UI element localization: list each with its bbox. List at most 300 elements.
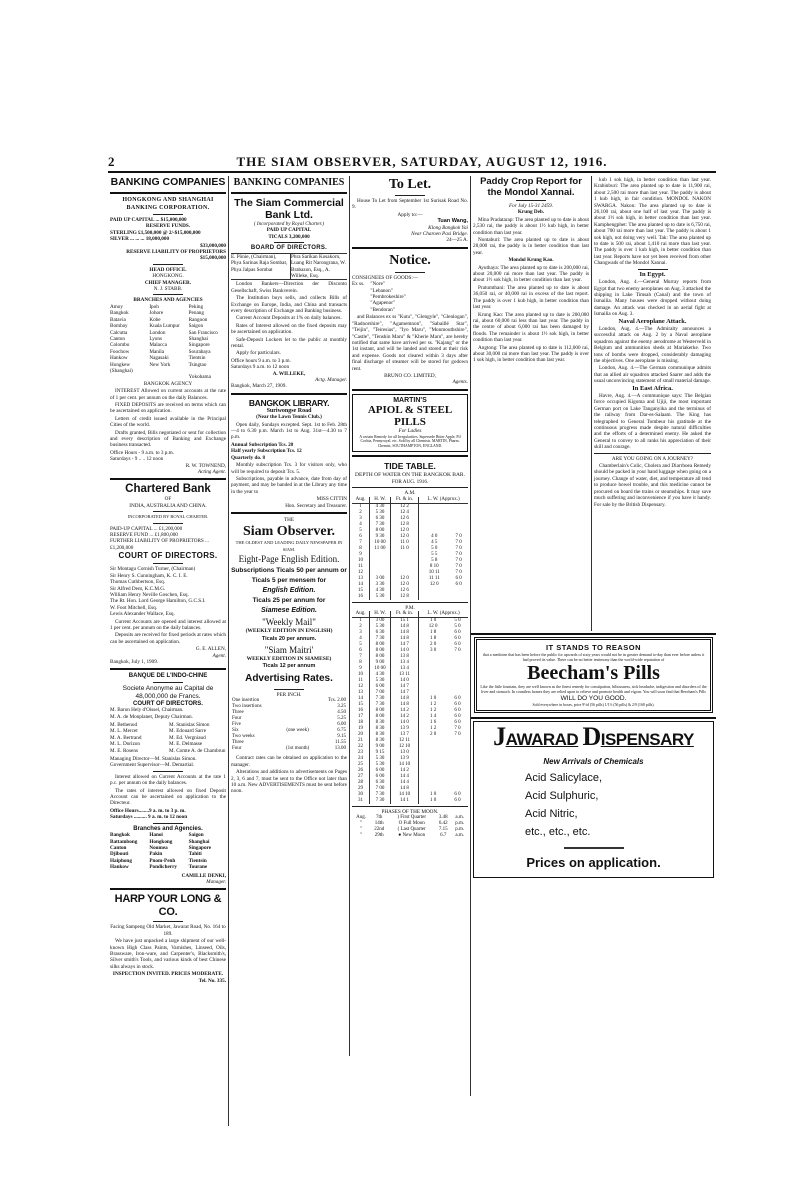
advertising-title: Advertising Rates. bbox=[245, 672, 333, 684]
branch: Noumea bbox=[149, 844, 168, 851]
director: M. E. Rosens bbox=[110, 747, 138, 754]
scb-apply: Apply for particulars. bbox=[236, 350, 281, 357]
martins-maker: MARTIN'S bbox=[393, 396, 427, 404]
paddy-title: Paddy Crop Report for the Mondol Xannai. bbox=[480, 176, 582, 198]
branch: Nagasaki bbox=[149, 355, 169, 362]
chartered-bank-name: Chartered Bank bbox=[125, 483, 211, 496]
paddy-p1: Mina Pradatarap: The area planted up to date is about 2,530 rai, the paddy is about 1½ kub high, in better condition than last year. bbox=[473, 216, 589, 236]
hsbc-interest: INTEREST Allowed on current accounts at the rate of 1 per cent. per annum on the daily Balances. bbox=[110, 388, 226, 401]
observer-weekly-mail-price: Ticals 20 per annum. bbox=[261, 635, 317, 642]
table-row: Three 11.55 bbox=[232, 740, 346, 746]
library-hours: Open daily, Sundays excepted. Sept. 1st to Feb. 28th—4 to 6.30 p.m. March 1st to Aug. 31st—4.30 to 7 p.m. bbox=[231, 421, 347, 441]
library-secretary-name: MISS CITTIN bbox=[316, 496, 347, 503]
branch: Hankow bbox=[110, 864, 129, 871]
ship: "Bendoran" bbox=[370, 306, 395, 313]
table-row: 13 7 00 14 7 bbox=[352, 690, 468, 696]
table-row: 28 6 30 14 4 bbox=[352, 780, 468, 786]
branch: Canton bbox=[110, 844, 127, 851]
indochine-interest: Interest allowed on Current Accounts at the rate 1 p.c. per annum on the daily balances. bbox=[110, 773, 226, 787]
martins-ad bbox=[352, 394, 468, 453]
table-row: 14 3 30 12 0 12 0 6 0 bbox=[358, 581, 462, 587]
observer-maitri-note: WEEKLY EDITION IN SIAMESE) bbox=[246, 655, 332, 662]
branch: Pondicherry bbox=[149, 864, 177, 871]
branch: Canton bbox=[110, 335, 125, 342]
table-row: Four 5.25 bbox=[232, 716, 346, 722]
hsbc-office-hours: Office Hours - 9 a.m. to 3 p.m. bbox=[110, 449, 175, 456]
section-heading: BANKING COMPANIES bbox=[233, 177, 345, 188]
table-row: 4 7 30 12 8 bbox=[352, 522, 468, 528]
tolet-addr1: Klong Bangkok Yai bbox=[428, 224, 468, 231]
branch: London bbox=[149, 329, 166, 336]
table-row: 8 9 00 13 4 bbox=[352, 660, 468, 666]
tolet-apply: Apply to:— bbox=[397, 211, 423, 218]
notice-ex: Ex ss. bbox=[352, 281, 365, 288]
table-row: 3 6 30 12 6 bbox=[352, 516, 468, 522]
branch: Amoy bbox=[110, 303, 123, 310]
tide-subtitle: DEPTH OF WATER ON THE BANGKOK BAR. bbox=[355, 472, 465, 479]
table-row: 1 4 30 12 2 bbox=[352, 503, 468, 510]
director: Sir Henry S. Cunningham, K. C. I. E. bbox=[110, 572, 188, 579]
naval-body2: London, Aug. 4.—The German communique admits that an allied air squadron attacked Saarer and adds the usual unconvincing statement of small material damage. bbox=[594, 365, 711, 385]
table-row: 1 3 00 15 1 1 0 5 0 bbox=[359, 617, 461, 623]
advertising-contract: Contract rates can be obtained on application to the manager. bbox=[231, 755, 347, 768]
column-5 bbox=[592, 176, 713, 631]
paddy-sub1: Krung Deb. bbox=[517, 209, 545, 216]
naval-body: London, Aug. 4.—The Admiralty announces a successful attack on Aug. 2 by a Naval aeroplane squadron against the enemy aerodrome at Westerveld in Belgium and ammunition sheds at Mariakerke. Two tons of bombs were dropped, considerably damaging the objectives. One aeroplane is missing. bbox=[594, 325, 711, 364]
harp-inspection: INSPECTION INVITED. PRICES MODERATE. bbox=[112, 971, 224, 978]
director: Lewis Alexander Wallace, Esq. bbox=[110, 611, 175, 618]
tide-am-label: A.M. bbox=[404, 490, 416, 497]
branch: Kuala Lumpur bbox=[149, 323, 180, 330]
chartered-directors bbox=[110, 566, 226, 617]
paddy-p5: Krung Kao: The area planted up to date is 200,000 rai, about 60,000 rai less than last year. The paddy in the centre of about 6,000 rai has been damaged by floods. The remainder is about 1½ sok high, in better condition than last year. bbox=[473, 311, 589, 344]
tide-title: TIDE TABLE. bbox=[384, 461, 436, 472]
tolet-body: House To Let from September 1st Surisak Road No. 9. bbox=[352, 198, 468, 211]
table-row: 18 8 30 14 0 1 6 6 0 bbox=[358, 719, 461, 725]
page-number: 2 bbox=[108, 154, 115, 169]
chief-manager-label: CHIEF MANAGER. bbox=[144, 279, 192, 286]
table-row: 9 5 5 7 0 bbox=[359, 551, 462, 557]
chartered-liability: FURTHER LIABILITY OF PROPRIETORS ... £1,200,000 bbox=[110, 538, 209, 551]
branch: Battambong bbox=[110, 838, 138, 845]
branch: Saigon bbox=[188, 832, 204, 839]
director: M. L. Dorizon bbox=[110, 741, 140, 748]
chartered-paid-up: PAID-UP CAPITAL ... £1,200,000 bbox=[110, 525, 183, 532]
branch: Colombo bbox=[110, 342, 130, 349]
table-row: 2 5 30 12 4 bbox=[352, 510, 468, 516]
tolet-name: Tuan Wang, bbox=[437, 218, 468, 225]
branch: Johore bbox=[149, 310, 164, 317]
moon-phases-title: PHASES OF THE MOON. bbox=[381, 808, 439, 815]
table-row: 2 5 30 14 8 12 0 5 0 bbox=[359, 623, 461, 629]
hsbc-silver: SILVER ... ... ... 18,000,000 bbox=[110, 236, 170, 243]
jawarad-item: Acid Salicylace, bbox=[525, 772, 603, 784]
branch: Singapore bbox=[188, 342, 210, 349]
moon-phase-row: " 29th ● New Moon 6.7 a.m. bbox=[360, 833, 464, 839]
observer-name: Siam Observer. bbox=[242, 524, 336, 540]
library-annual: Annual Subscription Tcs. 20 bbox=[231, 441, 294, 448]
library-quarterly: Quarterly do. 8 bbox=[231, 454, 266, 461]
table-row: Two insertions 3.25 bbox=[232, 704, 346, 710]
director: M. Bethenod bbox=[110, 722, 138, 728]
director: M. Ed. Vergniaud bbox=[169, 734, 206, 741]
table-row: 14 7 30 14 8 1 0 6 0 bbox=[358, 695, 461, 701]
library-half: Half yearly Subscription Tcs. 12 bbox=[231, 448, 302, 455]
branch: Ipoh bbox=[149, 303, 159, 310]
branch: Shanghai bbox=[188, 838, 210, 845]
branch: Tahiti bbox=[188, 851, 202, 858]
table-row: 6 9 30 12 0 4 0 7 0 bbox=[359, 533, 462, 539]
indochine-name: BANQUE DE L'INDO-CHINE bbox=[128, 673, 208, 680]
indochine-savings: The rates of interest allowed on fixed Deposit Account can be ascertained on application to the Directeur. bbox=[110, 787, 226, 807]
hsbc-drafts: Drafts granted, Bills negotiated or sent for collection and every description of Banking and Exchange business transacted. bbox=[110, 429, 226, 449]
branch: Shanghai bbox=[188, 335, 208, 342]
notice-ships bbox=[352, 281, 468, 313]
east-africa-body: Havre, Aug. 4.—A communique says: The Belgian force occupied Kigoma and Ujiji, the most important German port on Lake Tanganyika and the terminus of the railway from Dar-es-Salaam. The King has telegraphed to General Tombeur his gratitude at the continuous progress made despite natural difficulties and the efforts of a determined enemy. He asked the General to convey to all ranks his appreciation of their skill and courage. bbox=[594, 393, 711, 451]
martins-product: APIOL & STEEL PILLS bbox=[367, 404, 453, 429]
table-row: Two weeks 9.15 bbox=[232, 734, 346, 740]
table-row: 5 8 00 14 7 2 0 6 0 bbox=[359, 641, 461, 647]
harp-address: Facing Sampeng Old Market, Jawarat Road, No. 164 to 189. bbox=[110, 924, 226, 937]
paddy-p3: Ayuthaya: The area planted up to date is 200,000 rai, about 20,000 rai more than last year. The paddy is about 1½ sok high, in better condition than last year. bbox=[473, 264, 589, 284]
column-4 bbox=[471, 176, 592, 631]
indochine-supervisor: Government Supervisor—M. Demartial. bbox=[110, 762, 195, 769]
naval-title: Naval Aeroplane Attack. bbox=[618, 317, 687, 325]
director: Sir Montagu Cornish Turner, (Chairman) bbox=[110, 566, 196, 573]
egypt-body: London, Aug. 4.—General Murray reports from Egypt that two enemy aeroplanes on Aug. 3 attacked the shipping in Lake Timsah (Canal) and the town of Ismailia. Many houses were dropped without doing damage. An attack was checked in an aerial fight at Ismailia on Aug. 3. bbox=[594, 279, 711, 318]
scb-current: Current Account Deposits at 1% on daily balances. bbox=[236, 315, 342, 322]
martins-small-print: A certain Remedy for all Irregularities. Supersede Bitter Apple, Pil Cochia, Pennyroyal, etc. Sold by all Chemists. MARTIN, Pharm. Chemist, SOUTHAMPTON, ENGLAND. bbox=[359, 434, 461, 448]
branch: San Francisco bbox=[188, 329, 218, 336]
harp-tel: Tel. No. 335. bbox=[198, 977, 226, 984]
library-note: (Near the Lawn Tennis Club.) bbox=[256, 414, 322, 421]
observer-subscriptions: Subscriptions Ticals 50 per annum or Ticals 5 per mensem for bbox=[231, 567, 347, 585]
harp-name: HARP YOUR LONG & CO. bbox=[114, 893, 222, 919]
newspaper-title: THE SIAM OBSERVER, SATURDAY, AUGUST 12, 1916. bbox=[236, 154, 608, 169]
table-row: 12 10 11 7 0 bbox=[358, 569, 462, 575]
jawarad-item: etc., etc., etc. bbox=[525, 826, 591, 838]
director: W. Foot Mitchell, Esq. bbox=[110, 604, 158, 611]
director: M. E. Delmasse bbox=[169, 741, 203, 748]
ship: "Nore" bbox=[370, 281, 386, 288]
scb-manager-title: Actg. Manager. bbox=[315, 377, 347, 384]
director: The Rt. Hon. Lord George Hamilton, G.C.S.I. bbox=[110, 598, 206, 605]
branch: Pnom-Penh bbox=[149, 857, 176, 864]
branch: Hongkew (Shanghai) bbox=[110, 361, 133, 374]
scb-manager-name: A. WILLEKE, bbox=[272, 370, 306, 377]
scb-date: Bangkok, March 27, 1909. bbox=[231, 383, 287, 390]
table-row: 4 7 30 14 8 1 8 6 0 bbox=[359, 635, 461, 641]
beecham-brand: Beecham's Pills bbox=[527, 662, 660, 684]
table-row: Three 4.50 bbox=[232, 710, 346, 716]
table-row: 11 8 10 7 0 bbox=[358, 563, 462, 569]
table-row: 25 5 30 14 10 bbox=[352, 762, 468, 768]
table-row: 7 10 00 11 0 4 5 7 0 bbox=[359, 539, 462, 545]
board-right: Phra Sarikan Kosakorn, Luang Rit Narongrana, W. Brabazon, Esq., A. Willeke, Esq. bbox=[291, 253, 346, 279]
table-row: 29 7 00 14 8 bbox=[352, 786, 468, 792]
moon-phases-table bbox=[352, 815, 468, 839]
table-row: 7 8 00 13 8 bbox=[352, 654, 468, 660]
branch: Tientsin bbox=[188, 355, 206, 362]
scb-institution: The Institution buys sells, and collects Bills of Exchange on Europe, India, and China and transacts every description of Exchange and Banking business. bbox=[231, 295, 347, 314]
paddy-p4: Pratumthani: The area planted up to date is about 36,050 rai, or 40,000 rai in excess of the last report. The paddy is over 1 kub high, in better condition than last year. bbox=[473, 284, 589, 311]
indochine-saturdays: Saturdays .......... 9 a. m. to 12 noon bbox=[110, 814, 188, 821]
table-row: 24 5 30 13 9 bbox=[352, 756, 468, 762]
director: Thomas Cuthbertson, Esq. bbox=[110, 579, 166, 586]
martins-tag: For Ladies bbox=[398, 428, 422, 435]
newspaper-page bbox=[108, 152, 716, 1126]
table-row: Five 6.00 bbox=[232, 722, 346, 728]
indochine-manager-name: CAMILLE DENKI, bbox=[181, 872, 226, 879]
jawarad-name: JAWARAD DISPENSARY bbox=[493, 722, 694, 751]
scb-saturdays: Saturdays 9 a.m. to 12 noon bbox=[231, 364, 290, 371]
table-row: 6 8 00 14 0 3 0 7 0 bbox=[359, 647, 461, 653]
notice-signer: BRUNO CO. LIMITED, bbox=[384, 372, 436, 379]
beecham-sold: Sold everywhere in boxes, price 9½d (56 pills) 1/1½ (56 pills) & 2/9 (168 pills). bbox=[532, 703, 655, 707]
observer-maitri: "Siam Maitri' bbox=[264, 644, 314, 655]
table-row: 20 8 30 13 7 2 0 7 0 bbox=[358, 731, 461, 737]
table-row: 23 9 15 13 0 bbox=[352, 750, 468, 756]
indochine-manager-title: Manager. bbox=[206, 878, 226, 885]
beecham-headline: IT STANDS TO REASON bbox=[545, 643, 642, 652]
branch: Manila bbox=[149, 348, 165, 355]
chartered-current: Current Accounts are opened and interest allowed at 1 per cent. per annum on the daily balances. bbox=[110, 618, 226, 631]
table-row: 27 6 00 14 4 bbox=[352, 774, 468, 780]
hsbc-fixed-deposits: FIXED DEPOSITS are received on terms which can be ascertained on application. bbox=[110, 401, 226, 415]
observer-tagline: THE OLDEST AND LEADING DAILY NEWSPAPER IN SIAM. bbox=[235, 540, 343, 552]
column-3 bbox=[350, 176, 471, 1096]
branch: Bombay bbox=[110, 323, 128, 330]
chartered-region: INDIA, AUSTRALIA AND CHINA. bbox=[129, 502, 207, 509]
branch: Sourabaya bbox=[188, 348, 211, 355]
indochine-deputy: M. A. de Monplanet, Deputy Chairman. bbox=[110, 713, 193, 720]
director: M. Comte A. de Chambrun bbox=[169, 747, 226, 754]
harp-body: We have just unpacked a large shipment of our well-known High Class Paints, Varnishes, Linseed, Oils, Brassware, Iron-ware, and Carpenter's, Blacksmith's, Silver smith's Tools, and various kinds of best Chinese silks always in stock. bbox=[110, 938, 226, 970]
branch: Foochow bbox=[110, 348, 130, 355]
branch: Penang bbox=[188, 310, 204, 317]
branch: Hongkong bbox=[149, 838, 173, 845]
hsbc-total: $33,000,000 bbox=[200, 242, 226, 249]
table-row: 26 6 00 14 2 bbox=[352, 768, 468, 774]
table-row: 16 8 00 14 2 1 2 6 0 bbox=[358, 707, 461, 713]
observer-edition: Eight-Page English Edition. bbox=[238, 554, 340, 565]
branches-title: BRANCHES AND AGENCIES bbox=[133, 297, 203, 304]
scb-incorporated: ( Incorporated by Royal Charter.) bbox=[253, 221, 325, 227]
hsbc-reserve-liability: RESERVE LIABILITY OF PROPRIETORS $15,000,000 bbox=[126, 249, 226, 262]
indochine-directors bbox=[110, 722, 226, 754]
branch: Tientsin bbox=[188, 857, 207, 864]
moon-phase-row: " 14th O Full Moon 6.42 p.m. bbox=[360, 821, 465, 827]
library-payable: Subscriptions, payable in advance, date from day of payment, and may be handed in at the Library any time in the year to bbox=[231, 475, 347, 495]
moon-phase-row: Aug. 7th ) First Quarter 3.48 a.m. bbox=[356, 815, 464, 821]
table-row: Four (1st month) 13.00 bbox=[232, 746, 346, 752]
table-row: 15 4 30 12 6 bbox=[352, 588, 468, 594]
branch: Malacca bbox=[149, 342, 167, 349]
table-row: 9 10 00 13 4 bbox=[352, 666, 468, 672]
indochine-office-hours: Office Hours........9 a. m. to 3 p. m. bbox=[110, 807, 186, 814]
chartered-incorporated: INCORPORATED BY ROYAL CHARTER. bbox=[127, 514, 209, 520]
hsbc-paid-up: PAID UP CAPITAL ... $15,000,000 bbox=[110, 217, 187, 223]
indochine-branches-list bbox=[110, 832, 226, 870]
chartered-date: Bangkok, July 1, 1909. bbox=[110, 658, 159, 665]
library-road: Suriwongse Road bbox=[266, 407, 312, 414]
tide-table-pm: Aug. H. W. Ft. & in. L. W. (Approx.) 1 3 00 15 1 1 0 5 0 2 5 30 14 8 12 0 5 0 3 6 30 14 8 1 8 6 0 4 7 30 14 8 1 8 6 0 5 8 00 14 7 2 0 6 0 6 8 00 14 0 3 0 7 0 7 8 00 13 8 8 9 00 13 4 9 10 00 13 4 10 4 30 13 11 11 5 30 14 0 12 6 00 14 7 13 7 00 14 7 14 7 30 14 8 1 0 6 0 15 7 30 14 8 1 2 6 0 16 8 00 14 2 1 2 6 0 17 8 00 14 2 1 4 6 0 18 8 30 14 0 1 6 6 0 19 8 30 13 9 1 2 7 0 20 8 30 13 7 2 0 7 0 21 8 30 12 11 22 9 00 12 10 23 9 15 13 0 24 5 30 13 9 25 5 30 14 10 26 6 00 14 2 27 6 00 14 4 28 6 30 14 4 29 7 00 14 8 30 7 30 14 10 1 0 6 0 31 7 30 14 1 1 0 6 0 bbox=[352, 611, 468, 804]
jawarad-footer: Prices on application. bbox=[526, 855, 661, 870]
table-row: One insertion Tcs. 2.00 bbox=[232, 698, 346, 704]
chartered-deposits: Deposits are received for fixed periods at rates which can be ascertained on application. bbox=[110, 632, 226, 645]
table-row: 11 5 30 14 0 bbox=[352, 678, 468, 684]
branch: Peking bbox=[188, 303, 204, 310]
branch: Haiphong bbox=[110, 857, 132, 864]
table-row: 5 8 00 12 0 bbox=[352, 528, 468, 534]
branch: Kobe bbox=[149, 316, 161, 323]
library-monthly: Monthly subscription Tcs. 3 for visitors only, who will be required to deposit Tcs. 5. bbox=[231, 462, 347, 475]
beecham-tagline: WILL DO YOU GOOD. bbox=[560, 695, 627, 702]
branch: Pakin bbox=[149, 851, 163, 858]
table-row: 31 7 30 14 1 1 0 6 0 bbox=[358, 797, 461, 803]
hsbc-sterling: STERLING £1,500,000 @ 2/-$15,000,000 bbox=[110, 229, 201, 236]
hsbc-agent-name: R. W. TOWNEND, bbox=[185, 462, 226, 469]
chartered-agent-name: G. E. ALLEN, bbox=[195, 646, 226, 653]
branch: Yokohama bbox=[188, 374, 211, 381]
table-row: 16 5 30 12 8 bbox=[352, 594, 468, 600]
table-row: 15 7 30 14 8 1 2 6 0 bbox=[358, 701, 461, 707]
director: M. L. Mercet bbox=[110, 728, 138, 735]
tolet-title: To Let. bbox=[388, 177, 432, 192]
table-row: 13 3 00 12 0 11 11 6 0 bbox=[358, 575, 462, 581]
branch: Bangkok bbox=[110, 832, 130, 839]
board-left: E. Pönie, (Chairman), Phya Sarinas Raja Sombat, Phya Jalpas Sombat bbox=[231, 253, 288, 273]
head-office-label: HEAD OFFICE. bbox=[149, 266, 187, 273]
table-row: 8 11 00 11 0 5 0 7 0 bbox=[359, 545, 462, 551]
tide-table-am: Aug. H. W. Ft. & in. L. W. (Approx.) 1 4 30 12 2 2 5 30 12 4 3 6 30 12 6 4 7 30 12 8 5 8 00 12 0 6 9 30 12 0 4 0 7 0 7 10 00 11 0 4 5 7 0 8 11 00 11 0 5 0 7 0 9 5 5 7 0 10 5 8 7 0 11 8 10 7 0 12 10 11 7 0 13 3 00 12 0 11 11 6 0 14 3 30 12 0 12 0 6 0 15 4 30 12 6 16 5 30 12 8 bbox=[352, 497, 468, 600]
scb-safe: Safe-Deposit Lockers let to the public at monthly rental. bbox=[231, 336, 347, 349]
observer-english: English Edition. bbox=[262, 587, 316, 595]
notice-title: Notice. bbox=[389, 252, 431, 268]
branch: Singapore bbox=[188, 844, 212, 851]
hsbc-name: HONGKONG AND SHANGHAI BANKING CORPORATION. bbox=[122, 197, 214, 211]
paddy-p6: Angtong: The area planted up to date is 112,000 rai, about 30,000 rai more than last year. The paddy is over 1 sok high, in better condition than last year. bbox=[473, 344, 589, 364]
east-africa-title: In East Africa. bbox=[632, 384, 673, 392]
branch: Batavia bbox=[110, 316, 126, 323]
advertising-alterations: Alterations and additions to advertisements on Pages 2, 3, 6 and 7, must be sent to the Office not later than 10 a.m. New ADVERTISEMENTS must be sent before noon. bbox=[231, 769, 347, 795]
director: M. A. Bertrand bbox=[110, 734, 142, 741]
tide-month: FOR AUG. 1916. bbox=[391, 478, 429, 485]
jawarad-subtitle: New Arrivals of Chemicals bbox=[543, 757, 644, 766]
branch: Hankow bbox=[110, 355, 128, 362]
table-row: 17 8 00 14 2 1 4 6 0 bbox=[358, 713, 461, 719]
indochine-subtitle: Societe Anonyme au Capital de 48,000,000 de Francs. bbox=[122, 684, 214, 700]
branch: Hanoi bbox=[149, 832, 163, 839]
branch: Bangkok bbox=[110, 310, 129, 317]
hsbc-agent-title: Acting Agent. bbox=[197, 469, 226, 476]
advertising-rates-table bbox=[231, 698, 347, 752]
column-2 bbox=[229, 176, 350, 1056]
indochine-managing: Managing Director—M. Stanislas Simon. bbox=[110, 756, 197, 763]
chartered-of: OF bbox=[164, 496, 172, 503]
table-row: 12 6 00 14 7 bbox=[352, 684, 468, 690]
table-row: 21 8 30 12 11 bbox=[352, 738, 468, 744]
hsbc-branches-list bbox=[110, 304, 226, 381]
branch: Calcutta bbox=[110, 329, 128, 336]
scb-rates: Rates of Interest allowed on the fixed deposits may be ascertained on application. bbox=[231, 322, 347, 336]
hsbc-reserve-title: RESERVE FUNDS. bbox=[145, 223, 191, 230]
journey-title: ARE YOU GOING ON A JOURNEY? bbox=[611, 455, 694, 462]
branch: Rangoon bbox=[188, 316, 208, 323]
scb-paid-up-label: PAID UP CAPITAL bbox=[266, 227, 312, 234]
scb-board-title: BOARD OF DIRECTORS. bbox=[250, 245, 328, 252]
table-row: 30 7 30 14 10 1 0 6 0 bbox=[358, 791, 461, 797]
library-name: BANGKOK LIBRARY. bbox=[248, 397, 330, 408]
jawarad-ad bbox=[473, 721, 714, 878]
paddy-continued: kub 1 sok high, in better condition than last year. Krabinburi: The area planted up to date is 11,900 rai, about 2,500 rai more than last year. The paddy is about 1 kub high, in fair condition. MONDOL NAKON SWARGA. Nakon: The area planted up to date is 26,100 rai, about one half of last year. The paddy is about 1½ sok high, in better condition than last year. Kamphengphet: The area planted up to date is 6,750 rai, about 700 rai more than last year. The paddy is about 1 sok high, not doing very well. Tak: The area planted up to date is 500 rai, about 1,410 rai more than last year. The paddy is over 1 kub high, in better condition than last year. Reports have not yet been received from other Changwads of the Mondol Xannai. bbox=[594, 177, 711, 267]
table-row: 19 8 30 13 9 1 2 7 0 bbox=[358, 725, 461, 731]
director: William Henry Neville Goschen, Esq. bbox=[110, 591, 189, 598]
jawarad-item: Acid Nitric, bbox=[525, 808, 578, 820]
scb-paid-up-value: TICALS 3,200,000 bbox=[268, 233, 310, 240]
chartered-reserve: RESERVE FUND ... £1,800,000 bbox=[110, 532, 178, 539]
table-row: 22 9 00 12 10 bbox=[352, 744, 468, 750]
ship: "Lebanon" bbox=[370, 287, 393, 294]
head-office: HONGKONG. bbox=[152, 273, 184, 280]
notice-body: and Balances ex ss "Kutu", "Glengyle", "Glenlogan", "Radnorshire", "Agamemnon", "Sabaillé Star", "Teijin", "Teiresias", "Iyo Maru", "Monmouthshire", "Castle", "Tenshin Maru" & "Kherie Maru", are hereby notified that same have arrived per ss. "Kajang" or the 1st instant, and will be landed and stored at their risk and expense. Goods not cleared within 3 days after final discharge of steamer will be stored for godown rent. bbox=[352, 314, 468, 372]
chartered-agent-title: Agent. bbox=[212, 652, 226, 659]
scb-office-hours: Office hours 9 a.m. to 3 p.m. bbox=[231, 357, 291, 364]
observer-weekly-mail-note: (WEEKLY EDITION IN ENGLISH) bbox=[245, 628, 333, 635]
masthead bbox=[108, 152, 716, 173]
observer-sub2: Ticals 25 per annum for bbox=[252, 597, 326, 605]
jawarad-item: Acid Sulphuric, bbox=[525, 790, 599, 802]
agency-title: BANGKOK AGENCY bbox=[143, 380, 193, 387]
ship: "Agapenor" bbox=[370, 300, 396, 307]
table-row: Six (one week) 6.75 bbox=[232, 728, 346, 734]
branch: Djibouti bbox=[110, 851, 129, 858]
beecham-body: Like the little fountain, they are well known as the finest remedy for constipation, biliousness, sick headache, indigestion and disorders of the liver and stomach. In countless homes they are relied upon to relieve and promote health and vigour. You will soon find that Beecham's Pills bbox=[480, 684, 707, 694]
scb-name: The Siam Commercial Bank Ltd. bbox=[234, 197, 344, 221]
tolet-ref: 24—25 A. bbox=[446, 237, 468, 244]
indochine-branches-title: Branches and Agencies. bbox=[133, 825, 203, 832]
notice-consignees: CONSIGNEES OF GOODS:— bbox=[352, 274, 419, 281]
observer-siamese: Siamese Edition. bbox=[260, 607, 318, 615]
table-row: 3 6 30 14 8 1 8 6 0 bbox=[359, 629, 461, 635]
egypt-title: In Egypt. bbox=[639, 270, 666, 278]
notice-signer-title: Agents. bbox=[452, 379, 468, 386]
branch: Tsingtao bbox=[188, 361, 207, 368]
column-1 bbox=[108, 176, 229, 1126]
branch: New York bbox=[149, 361, 171, 368]
branch: Lyons bbox=[149, 335, 163, 342]
beecham-ad bbox=[474, 637, 713, 713]
observer-maitri-price: Ticals 12 per annum bbox=[262, 662, 316, 669]
observer-the: THE bbox=[283, 516, 295, 523]
jawarad-items bbox=[477, 769, 710, 841]
moon-phase-row: " 22nd ( Last Quarter 7.15 p.m. bbox=[360, 827, 465, 833]
section-heading: BANKING COMPANIES bbox=[110, 176, 226, 188]
branch: Saigon bbox=[188, 323, 204, 330]
scb-board bbox=[231, 253, 347, 281]
table-row: 10 5 8 7 0 bbox=[358, 557, 462, 563]
chartered-court-title: COURT OF DIRECTORS. bbox=[118, 551, 218, 561]
tide-pm-label: P.M. bbox=[405, 604, 415, 611]
director: M. Edouard Sarre bbox=[169, 728, 207, 735]
paddy-sub2: Mondol Krung Kao. bbox=[508, 257, 554, 264]
chief-manager: N. J. STABB. bbox=[153, 286, 183, 293]
beecham-intro: that a medicine that has been before the public for upwards of sixty years would not be in greater demand to-day than ever before unless it had proved its value. There can be no better testimony than the world-wide reputation of bbox=[482, 652, 705, 662]
tolet-addr2: Near Charoen Pasi Bridge. bbox=[411, 231, 468, 238]
branch: Tourane bbox=[188, 864, 208, 871]
director: Sir Alfred Dent, K.C.M.G. bbox=[110, 585, 166, 592]
ship: "Pembrokeshire" bbox=[370, 294, 406, 301]
